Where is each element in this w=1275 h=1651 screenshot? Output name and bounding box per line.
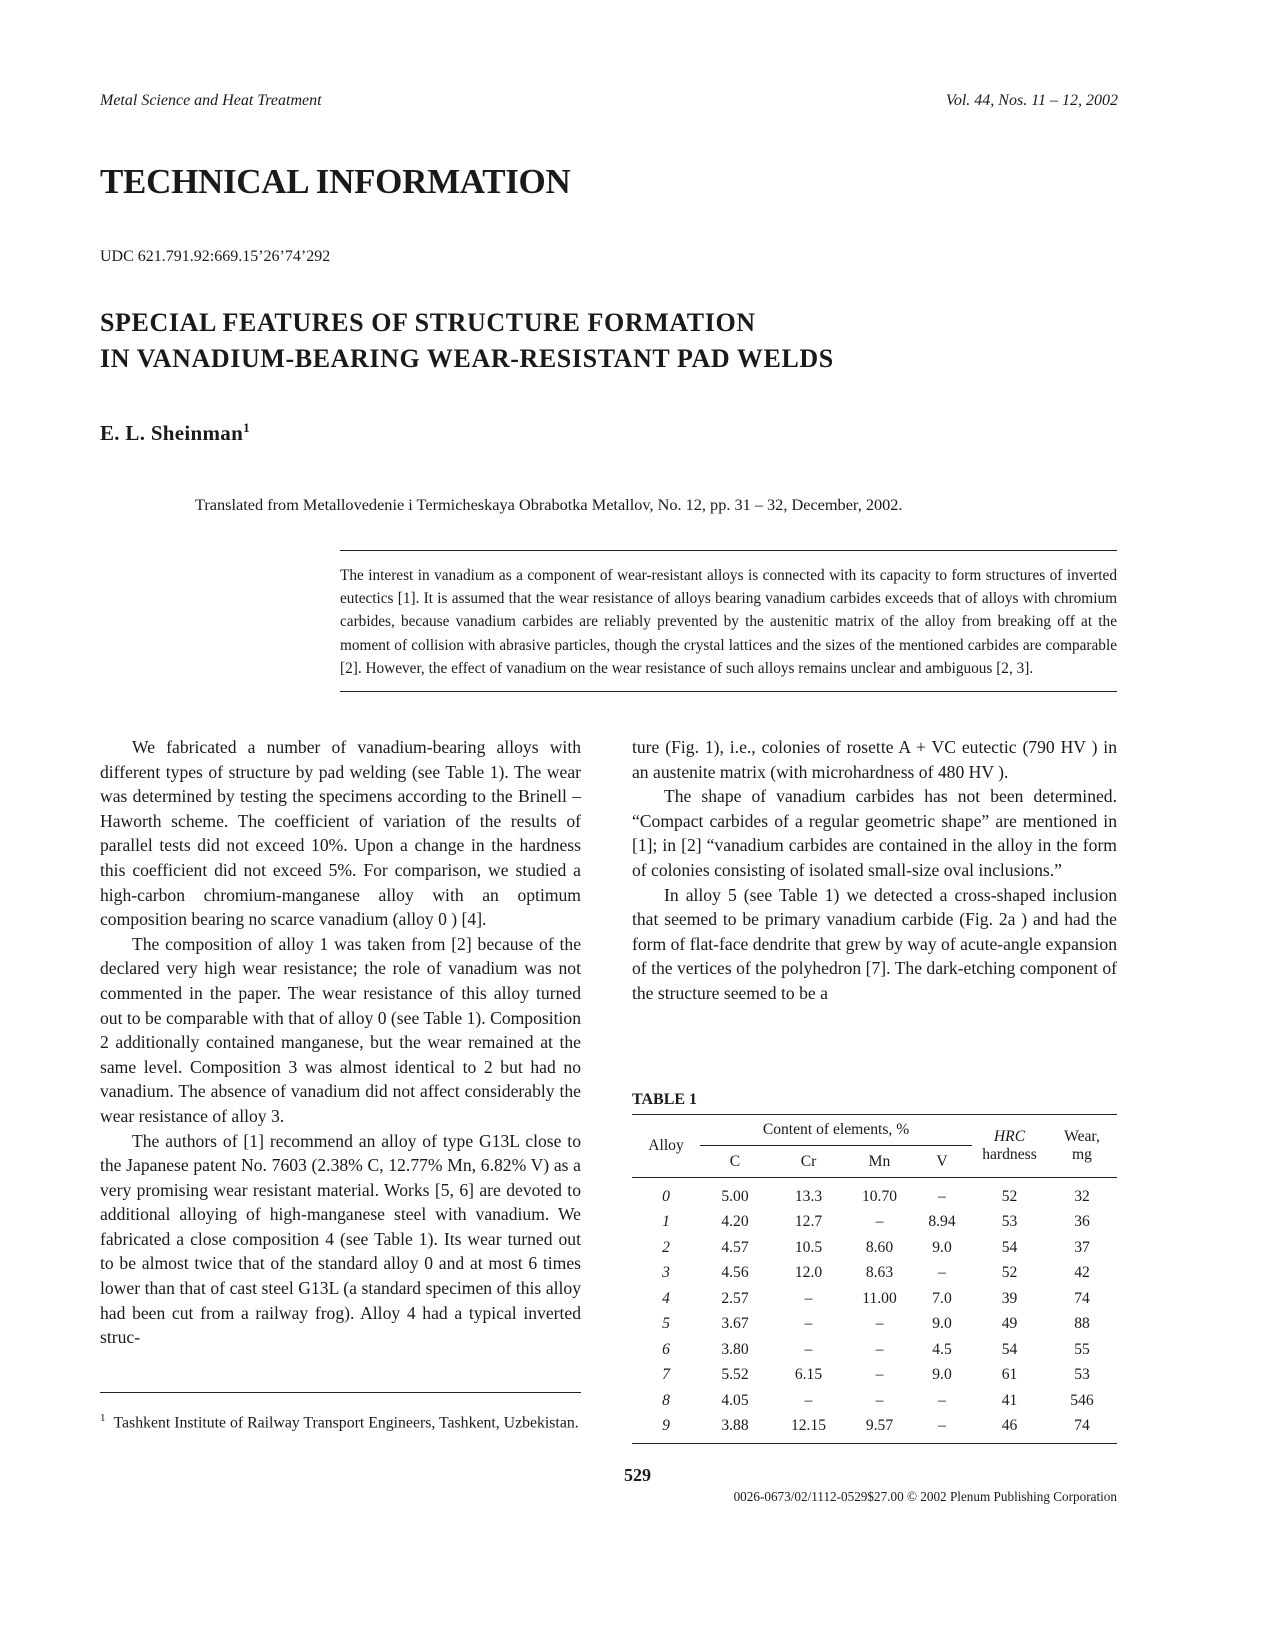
table-cell: 12.15 (790, 1417, 827, 1435)
table-cell: 4.57 (721, 1238, 749, 1256)
table-cell: 4.56 (721, 1264, 749, 1282)
table-cell: 10.5 (794, 1238, 823, 1256)
table-cell: 53 (1074, 1366, 1090, 1384)
journal-name: Metal Science and Heat Treatment (100, 92, 322, 109)
table-row (632, 1235, 1117, 1261)
table-row (632, 1286, 1117, 1312)
table-cell: 13.3 (794, 1187, 823, 1205)
table-cell: 5.00 (721, 1187, 749, 1205)
table-cell: 4.5 (932, 1340, 952, 1358)
alloy-number: 0 (662, 1187, 670, 1205)
header-hrc-bottom: hardness (982, 1146, 1037, 1163)
header-v: V (936, 1152, 948, 1170)
table-cell: – (804, 1289, 813, 1307)
table-cell: 54 (1001, 1340, 1018, 1358)
table-cell: 52 (1001, 1264, 1018, 1282)
table-cell: 36 (1074, 1213, 1090, 1231)
table-cell: 3.80 (721, 1340, 749, 1358)
table-cell: – (938, 1417, 946, 1435)
table-cell: 3.67 (721, 1315, 749, 1333)
article-title-line-1: SPECIAL FEATURES OF STRUCTURE FORMATION (100, 308, 756, 337)
table-cell: 4.20 (721, 1213, 749, 1231)
paragraph: We fabricated a number of vanadium-bearing alloys with different types of structure by pad welding (see Table 1). The wear was determined by testing the specimens according to the Brinell – Haworth scheme. The coefficient of variation of the results of parallel tests did not exceed 10%. Upon a change in the hardness this coefficient did not exceed 5%. For comparison, we studied a high-carbon chromium-manganese alloy with an optimum composition bearing no scarce vanadium (alloy 0 ) [4]. (100, 737, 581, 930)
table-cell: 12.7 (794, 1213, 823, 1231)
footnote-mark: 1 (100, 1412, 106, 1424)
header-content-of-elements: Content of elements, % (700, 1115, 972, 1146)
copyright: 0026-0673/02/1112-0529$27.00 © 2002 Plenum Publishing Corporation (733, 1489, 1117, 1504)
table-cell: 9.0 (932, 1315, 952, 1333)
table-cell: – (875, 1366, 884, 1384)
header-wear-bottom: mg (1072, 1146, 1092, 1163)
table-row (632, 1388, 1117, 1414)
table-cell: 88 (1074, 1315, 1090, 1333)
author-footnote-mark: 1 (243, 420, 250, 435)
table-cell: 74 (1074, 1417, 1090, 1435)
alloy-number: 9 (662, 1417, 670, 1435)
paragraph: The composition of alloy 1 was taken from [2] because of the declared very high wear resistance; the role of vanadium was not commented in the paper. The wear resistance of this alloy turned out to be comparable with that of alloy 0 (see Table 1). Composition 2 additionally contained manganese, but the wear remained at the same level. Composition 3 was almost identical to 2 but had no vanadium. The absence of vanadium did not affect considerably the wear resistance of alloy 3. (100, 933, 581, 1126)
translation-note: Translated from Metallovedenie i Termicheskaya Obrabotka Metallov, No. 12, pp. 31 – 32, December, 2002. (195, 495, 903, 514)
header-wear (1047, 1115, 1117, 1178)
alloy-number: 2 (662, 1238, 670, 1256)
alloy-number: 3 (662, 1264, 670, 1282)
header-c: C (729, 1152, 741, 1170)
header-hrc (972, 1115, 1047, 1178)
table-row (632, 1363, 1117, 1389)
alloy-number: 5 (662, 1315, 670, 1333)
table-cell: 4.05 (721, 1391, 749, 1409)
abstract-text: The interest in vanadium as a component of wear-resistant alloys is connected with its capacity to form structures of inverted eutectics [1]. It is assumed that the wear resistance of alloys bearing vanadium carbides exceeds that of alloys with chromium carbides, because vanadium carbides are reliably prevented by the austenitic matrix of the alloy from breaking off at the moment of collision with abrasive particles, though the crystal lattices and the sizes of the mentioned carbides are comparable [2]. However, the effect of vanadium on the wear resistance of such alloys remains unclear and ambiguous [2, 3]. (340, 567, 1117, 677)
table-cell: 39 (1001, 1289, 1018, 1307)
header-alloy: Alloy (648, 1137, 684, 1154)
table-cell: – (875, 1213, 884, 1231)
table-cell: 41 (1001, 1391, 1018, 1409)
table-cell: 8.60 (865, 1238, 894, 1256)
paragraph: The shape of vanadium carbides has not been determined. “Compact carbides of a regular geometric shape” are mentioned in [1]; in [2] “vanadium carbides are contained in the alloy in the form of colonies consisting of isolated small-size oval inclusions.” (632, 786, 1117, 880)
footnote-divider (100, 1392, 581, 1393)
table-cell: 61 (1001, 1366, 1018, 1384)
table-cell: 52 (1001, 1187, 1018, 1205)
table-title: TABLE 1 (632, 1091, 698, 1108)
table-cell: 10.70 (861, 1187, 898, 1205)
alloy-number: 1 (662, 1213, 670, 1231)
article-title-line-2: IN VANADIUM-BEARING WEAR-RESISTANT PAD WELDS (100, 344, 834, 373)
body-column-left (100, 735, 581, 1350)
table-cell: 54 (1001, 1238, 1018, 1256)
header-mn: Mn (868, 1152, 891, 1170)
section-title: TECHNICAL INFORMATION (100, 162, 571, 201)
table-cell: 6.15 (794, 1366, 823, 1384)
footnote (100, 1407, 581, 1434)
alloy-number: 6 (662, 1340, 670, 1358)
header-wear-top: Wear, (1064, 1128, 1100, 1145)
table-cell: 74 (1074, 1289, 1090, 1307)
table-row (632, 1337, 1117, 1363)
body-column-right (632, 735, 1117, 1006)
table-cell: 11.00 (862, 1289, 897, 1307)
table-cell: – (804, 1315, 813, 1333)
paragraph: In alloy 5 (see Table 1) we detected a cross-shaped inclusion that seemed to be primary vanadium carbide (Fig. 2a ) and had the form of flat-face dendrite that grew by way of acute-angle expansion of the vertices of the polyhedron [7]. The dark-etching component of the structure seemed to be a (632, 884, 1117, 1003)
table-cell: 9.0 (932, 1366, 952, 1384)
article-title (100, 305, 834, 377)
header-hrc-top: HRC (993, 1128, 1026, 1145)
table-row (632, 1312, 1117, 1338)
table-cell: – (804, 1391, 813, 1409)
page-number: 529 (624, 1465, 651, 1485)
table-cell: 3.88 (721, 1417, 749, 1435)
table-cell: 9.0 (932, 1238, 952, 1256)
table-cell: – (804, 1340, 813, 1358)
table-row (632, 1178, 1117, 1210)
table-cell: – (938, 1391, 946, 1409)
table-row (632, 1210, 1117, 1236)
table-cell: – (938, 1187, 946, 1205)
table-cell: 55 (1074, 1340, 1090, 1358)
table-cell: 8.63 (865, 1264, 894, 1282)
table-cell: 49 (1001, 1315, 1018, 1333)
alloy-number: 4 (662, 1289, 670, 1307)
table-cell: – (938, 1264, 946, 1282)
paragraph: ture (Fig. 1), i.e., colonies of rosette A + VC eutectic (790 HV ) in an austenite matrix (with microhardness of 480 HV ). (632, 737, 1117, 782)
table-cell: – (875, 1315, 884, 1333)
table-cell: 53 (1001, 1213, 1018, 1231)
table-cell: – (875, 1391, 884, 1409)
footnote-text: Tashkent Institute of Railway Transport Engineers, Tashkent, Uzbekistan. (113, 1414, 579, 1432)
table-row (632, 1261, 1117, 1287)
table-cell: 546 (1070, 1391, 1094, 1409)
alloy-number: 8 (662, 1391, 670, 1409)
udc-code: UDC 621.791.92:669.15’26’74’292 (100, 248, 331, 265)
volume-info: Vol. 44, Nos. 11 – 12, 2002 (945, 92, 1118, 109)
table-cell: 2.57 (721, 1289, 749, 1307)
table-cell: 5.52 (721, 1366, 749, 1384)
table-cell: 46 (1001, 1417, 1018, 1435)
table-row (632, 1414, 1117, 1444)
author (100, 420, 250, 446)
table-cell: 32 (1074, 1187, 1090, 1205)
alloy-number: 7 (662, 1366, 670, 1384)
table-cell: 37 (1074, 1238, 1090, 1256)
table-cell: 12.0 (794, 1264, 823, 1282)
author-name: E. L. Sheinman (100, 421, 244, 445)
table-cell: – (875, 1340, 884, 1358)
table-cell: 9.57 (865, 1417, 894, 1435)
table-cell: 7.0 (932, 1289, 952, 1307)
table-cell: 8.94 (928, 1213, 956, 1231)
header-cr: Cr (800, 1152, 817, 1170)
abstract (340, 550, 1117, 692)
table-cell: 42 (1074, 1264, 1090, 1282)
paragraph: The authors of [1] recommend an alloy of type G13L close to the Japanese patent No. 7603 (2.38% C, 12.77% Mn, 6.82% V) as a very promising wear resistant material. Works [5, 6] are devoted to additional alloying of high-manganese steel with vanadium. We fabricated a close composition 4 (see Table 1). Its wear turned out to be almost twice that of the standard alloy 0 and at most 6 times lower than that of cast steel G13L (a standard specimen of this alloy had been cut from a railway frog). Alloy 4 had a typical inverted struc- (100, 1130, 581, 1348)
composition-table (632, 1114, 1117, 1444)
